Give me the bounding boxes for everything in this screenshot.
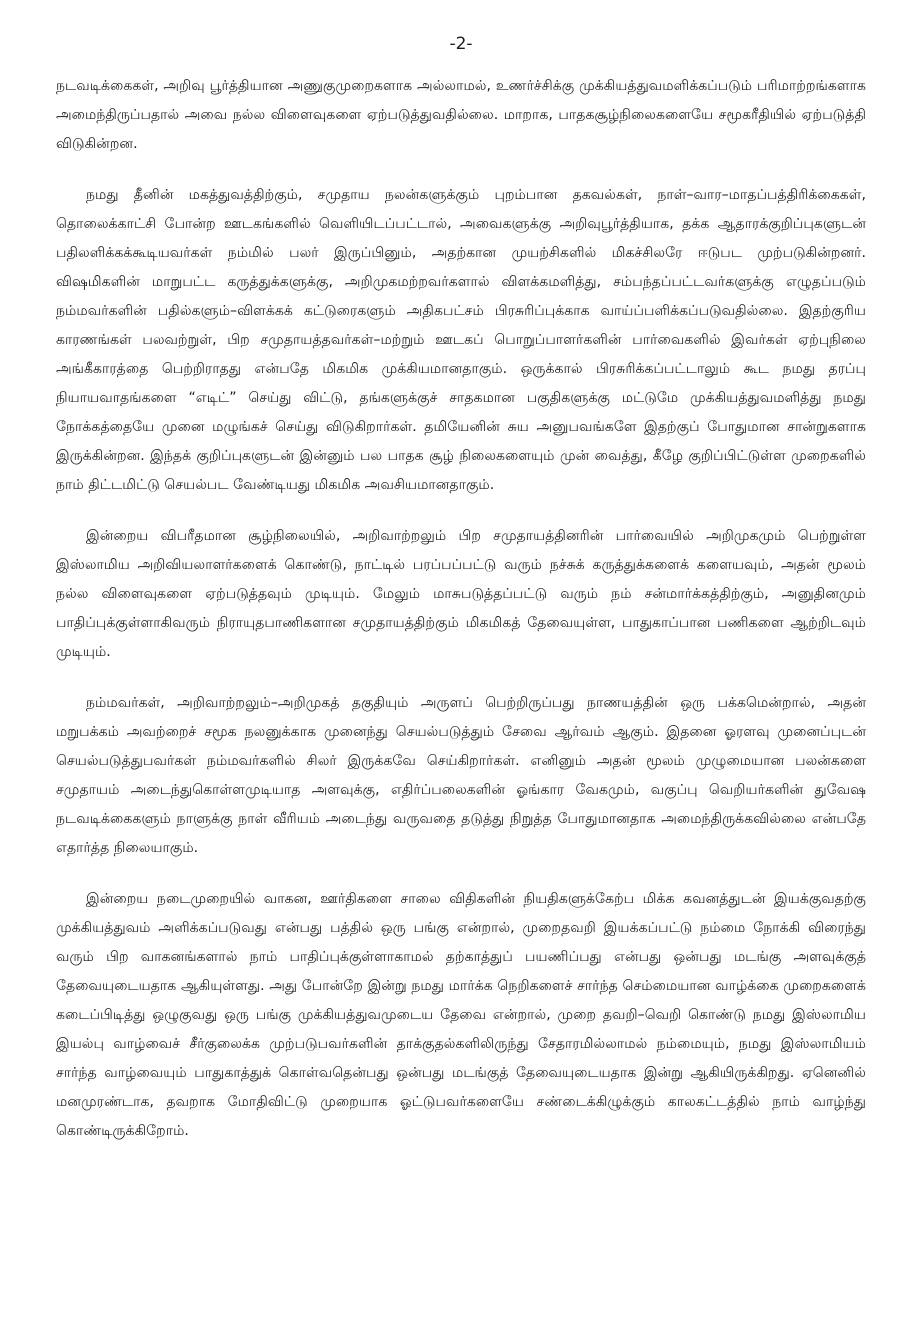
paragraph-3: இன்றைய விபரீதமான சூழ்நிலையில், அறிவாற்றலும் பிற சமுதாயத்தினரின் பார்வையில் அறிமுகமும் பெற்றுள்ள இஸ்லாமிய அறிவியலாளர்களைக் கொண்டு, நாட்டில் பரப்பப்பட்டு வரும் நச்சுக் கருத்துக்களைக் களையவும், அதன் மூலம் நல்ல விளைவுகளை ஏற்படுத்தவும் முடியும். மேலும் மாசுபடுத்தப்பட்டு வரும் நம் சன்மார்க்கத்திற்கும், அனுதினமும் பாதிப்புக்குள்ளாகிவரும் நிராயுதபாணிகளான சமுதாயத்திற்கும் மிகமிகத் தேவையுள்ள, பாதுகாப்பான பணிகளை ஆற்றிடவும் முடியும். [56,528,866,660]
paragraph-2: நமது தீனின் மகத்துவத்திற்கும், சமுதாய நலன்களுக்கும் புறம்பான தகவல்கள், நாள்–வார–மாதப்பத்திரிக்கைகள், தொலைக்காட்சி போன்ற ஊடகங்களில் வெளியிடப்பட்டால், அவைகளுக்கு அறிவுபூர்த்தியாக, தக்க ஆதாரக்குறிப்புகளுடன் பதிலளிக்கக்கூடியவர்கள் நம்மில் பலர் இருப்பினும், அதற்கான முயற்சிகளில் மிகச்சிலரே ஈடுபட முற்படுகின்றனர். விஷமிகளின் மாறுபட்ட கருத்துக்களுக்கு, அறிமுகமற்றவர்களால் விளக்கமளித்து, சம்பந்தப்பட்டவர்களுக்கு எழுதப்படும் நம்மவர்களின் பதில்களும்–விளக்கக் கட்டுரைகளும் அதிகபட்சம் பிரசுரிப்புக்காக வாய்ப்பளிக்கப்படுவதில்லை. இதற்குரிய காரணங்கள் பலவற்றுள், பிற சமுதாயத்தவர்கள்–மற்றும் ஊடகப் பொறுப்பாளர்களின் பார்வைகளில் இவர்கள் ஏற்புநிலை அங்கீகாரத்தை பெற்றிராதது என்பதே மிகமிக முக்கியமானதாகும். ஒருக்கால் பிரசுரிக்கப்பட்டாலும் கூட நமது தரப்பு நியாயவாதங்களை “எடிட்” செய்து விட்டு, தங்களுக்குச் சாதகமான பகுதிகளுக்கு மட்டுமே முக்கியத்துவமளித்து நமது நோக்கத்தையே முனை மழுங்கச் செய்து விடுகிறார்கள். தமியேனின் சுய அனுபவங்களே இதற்குப் போதுமான சான்றுகளாக இருக்கின்றன. இந்தக் குறிப்புகளுடன் இன்னும் பல பாதக சூழ் நிலைகளையும் முன் வைத்து, கீழே குறிப்பிட்டுள்ள முறைகளில் நாம் திட்டமிட்டு செயல்பட வேண்டியது மிகமிக அவசியமானதாகும். [56,187,866,493]
page-number: -2- [449,34,473,54]
paragraph-5: இன்றைய நடைமுறையில் வாகன, ஊர்திகளை சாலை விதிகளின் நியதிகளுக்கேற்ப மிக்க கவனத்துடன் இயக்குவதற்கு முக்கியத்துவம் அளிக்கப்படுவது என்பது பத்தில் ஒரு பங்கு என்றால், முறைதவறி இயக்கப்பட்டு நம்மை நோக்கி விரைந்து வரும் பிற வாகனங்களால் நாம் பாதிப்புக்குள்ளாகாமல் தற்காத்துப் பயணிப்பது என்பது ஒன்பது மடங்கு அளவுக்குத் தேவையுடையதாக ஆகியுள்ளது. அது போன்றே இன்று நமது மார்க்க நெறிகளைச் சார்ந்த செம்மையான வாழ்க்கை முறைகளைக் கடைப்பிடித்து ஒழுகுவது ஒரு பங்கு முக்கியத்துவமுடைய தேவை என்றால், முறை தவறி–வெறி கொண்டு நமது இஸ்லாமிய இயல்பு வாழ்வைச் சீர்குலைக்க முற்படுபவர்களின் தாக்குதல்களிலிருந்து சேதாரமில்லாமல் நம்மையும், நமது இஸ்லாமியம் சார்ந்த வாழ்வையும் பாதுகாத்துக் கொள்வதென்பது ஒன்பது மடங்குத் தேவையுடையதாக இன்று ஆகியிருக்கிறது. ஏனெனில் மனமுரண்டாக, தவறாக மோதிவிட்டு முறையாக ஓட்டுபவர்களையே சண்டைக்கிழுக்கும் காலகட்டத்தில் நாம் வாழ்ந்து கொண்டிருக்கிறோம். [56,891,866,1139]
paragraph-1: நடவடிக்கைகள், அறிவு பூர்த்தியான அணுகுமுறைகளாக அல்லாமல், உணர்ச்சிக்கு முக்கியத்துவமளிக்கப்படும் பரிமாற்றங்களாக அமைந்திருப்பதால் அவை நல்ல விளைவுகளை ஏற்படுத்துவதில்லை. மாறாக, பாதகசூழ்நிலைகளையே சமூகரீதியில் ஏற்படுத்தி விடுகின்றன. [56,78,866,152]
paragraph-4: நம்மவர்கள், அறிவாற்றலும்–அறிமுகத் தகுதியும் அருளப் பெற்றிருப்பது நாணயத்தின் ஒரு பக்கமென்றால், அதன் மறுபக்கம் அவற்றைச் சமூக நலனுக்காக முனைந்து செயல்படுத்தும் சேவை ஆர்வம் ஆகும். இதனை ஓரளவு முனைப்புடன் செயல்படுத்துபவர்கள் நம்மவர்களில் சிலர் இருக்கவே செய்கிறார்கள். எனினும் அதன் மூலம் முழுமையான பலன்களை சமுதாயம் அடைந்துகொள்ளமுடியாத அளவுக்கு, எதிர்ப்பலைகளின் ஓங்கார வேகமும், வகுப்பு வெறியர்களின் துவேஷ நடவடிக்கைகளும் நாளுக்கு நாள் வீரியம் அடைந்து வருவதை தடுத்து நிறுத்த போதுமானதாக அமைந்திருக்கவில்லை என்பதே எதார்த்த நிலையாகும். [56,695,866,856]
